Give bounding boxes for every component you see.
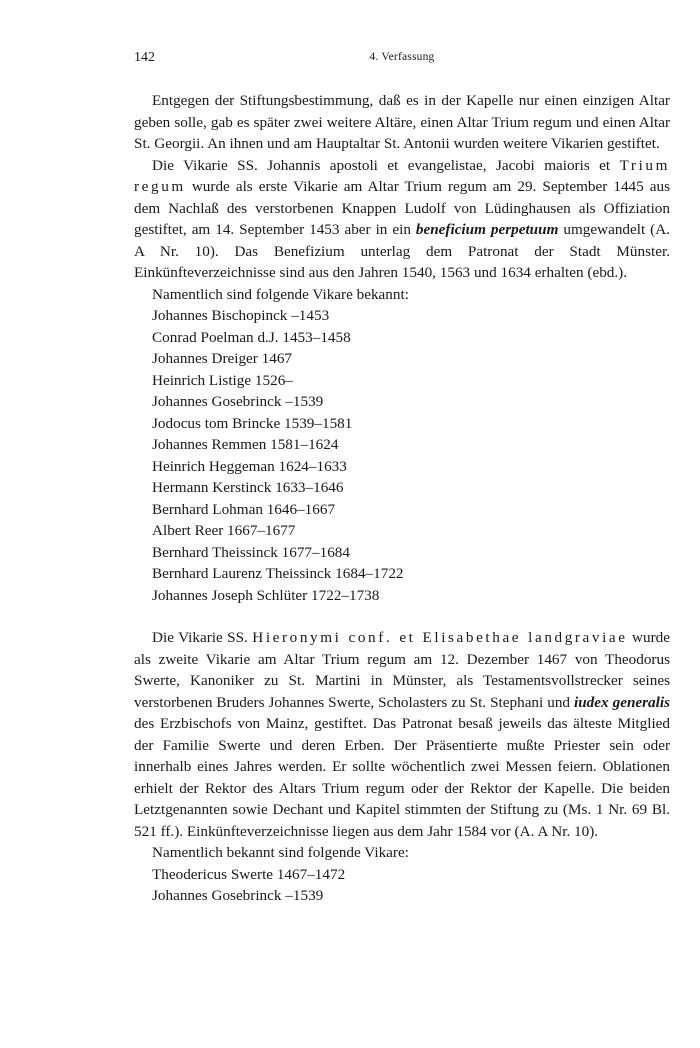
section-gap	[134, 606, 670, 627]
list-item: Johannes Gosebrinck –1539	[152, 887, 324, 904]
list-item: Jodocus tom Brincke 1539–1581	[152, 414, 353, 432]
list-item: Johannes Bischopinck –1453	[152, 307, 330, 324]
vicar-list-intro: Namentlich bekannt sind folgende Vikare:	[152, 844, 409, 861]
list-item: Johannes Remmen 1581–1624	[152, 436, 339, 453]
spaced-text: Hieronymi conf. et Elisabethae landgraviae	[252, 629, 628, 646]
running-head: 4. Verfassung	[369, 51, 435, 63]
vicar-list-second	[134, 864, 670, 907]
paragraph-first-vicarage	[134, 155, 670, 284]
list-item: Heinrich Listige 1526–	[152, 371, 293, 389]
text-segment: Die Vikarie SS.	[152, 629, 253, 646]
italic-term: beneficium perpetuum	[415, 221, 559, 238]
list-item: Heinrich Heggeman 1624–1633	[152, 457, 347, 475]
text-segment: des Erzbischofs von Mainz, gestiftet. Das Patronat besaß jeweils das älteste Mitglied der Familie Swerte und deren Erben. Der Präsentierte mußte Priester sein oder innerhalb eines Jahres werden. Er sollte wöchentlich zwei Messen feiern. Oblationen erhielt der Rektor des Altars Trium regum oder der Rektor der Kapelle. Die beiden Letztgenannten sowie Dechant und Kapitel stimmten der Stiftung zu (Ms. 1 Nr. 69 Bl. 521 ff.). Einkünfteverzeichnisse liegen aus dem Jahr 1584 vor (A. A Nr. 10).	[134, 715, 670, 840]
paragraph-altars: Entgegen der Stiftungsbestimmung, daß es in der Kapelle nur einen einzigen Altar geben solle, gab es später zwei weitere Altäre, einen Altar Trium regum und einen Altar St. Georgii. An ihnen und am Hauptaltar St. Antonii wurden weitere Vikarien gestiftet.	[134, 92, 670, 152]
list-item: Johannes Joseph Schlüter 1722–1738	[152, 586, 380, 604]
text-segment: wurde als zweite Vikarie am Altar Trium regum am 12. Dezember 1467 von Theodorus Swerte, Kanoniker zu St. Martini in Münster, als Testamentsvollstrecker seines verstorbenen Bruders Johannes Swerte, Scholasters zu St. Stephani und	[134, 629, 670, 711]
list-item: Albert Reer 1667–1677	[152, 522, 296, 539]
list-item: Bernhard Lohman 1646–1667	[152, 500, 336, 518]
italic-term: iudex generalis	[574, 693, 670, 711]
text-segment: wurde als erste Vikarie am Altar Trium regum am 29. September 1445 aus dem Nachlaß des verstorbenen Knappen Ludolf von Lüdinghausen als Offiziation gestiftet, am 14. September 1453 aber in ein	[134, 178, 670, 238]
list-item: Johannes Dreiger 1467	[152, 350, 293, 367]
page-number: 142	[134, 50, 155, 65]
list-item: Conrad Poelman d.J. 1453–1458	[152, 328, 351, 346]
list-item: Theodericus Swerte 1467–1472	[152, 865, 346, 883]
text-segment: umgewandelt (A. A Nr. 10). Das Benefizium unterlag dem Patronat der Stadt Münster. Einkünfteverzeichnisse sind aus den Jahren 1540, 1563 und 1634 erhalten (ebd.).	[134, 221, 670, 281]
vicar-list-intro: Namentlich sind folgende Vikare bekannt:	[152, 285, 409, 303]
list-item: Hermann Kerstinck 1633–1646	[152, 479, 344, 496]
list-item: Bernhard Laurenz Theissinck 1684–1722	[152, 565, 404, 582]
text-segment: Die Vikarie SS. Johannis apostoli et evangelistae, Jacobi maioris et	[152, 156, 620, 174]
list-item: Johannes Gosebrinck –1539	[152, 393, 324, 410]
paragraph-second-vicarage	[134, 627, 670, 842]
list-item: Bernhard Theissinck 1677–1684	[152, 543, 350, 561]
body-text	[134, 90, 670, 907]
page-header	[134, 50, 670, 70]
spaced-text: Trium regum	[134, 156, 670, 195]
vicar-list-first	[134, 305, 670, 606]
